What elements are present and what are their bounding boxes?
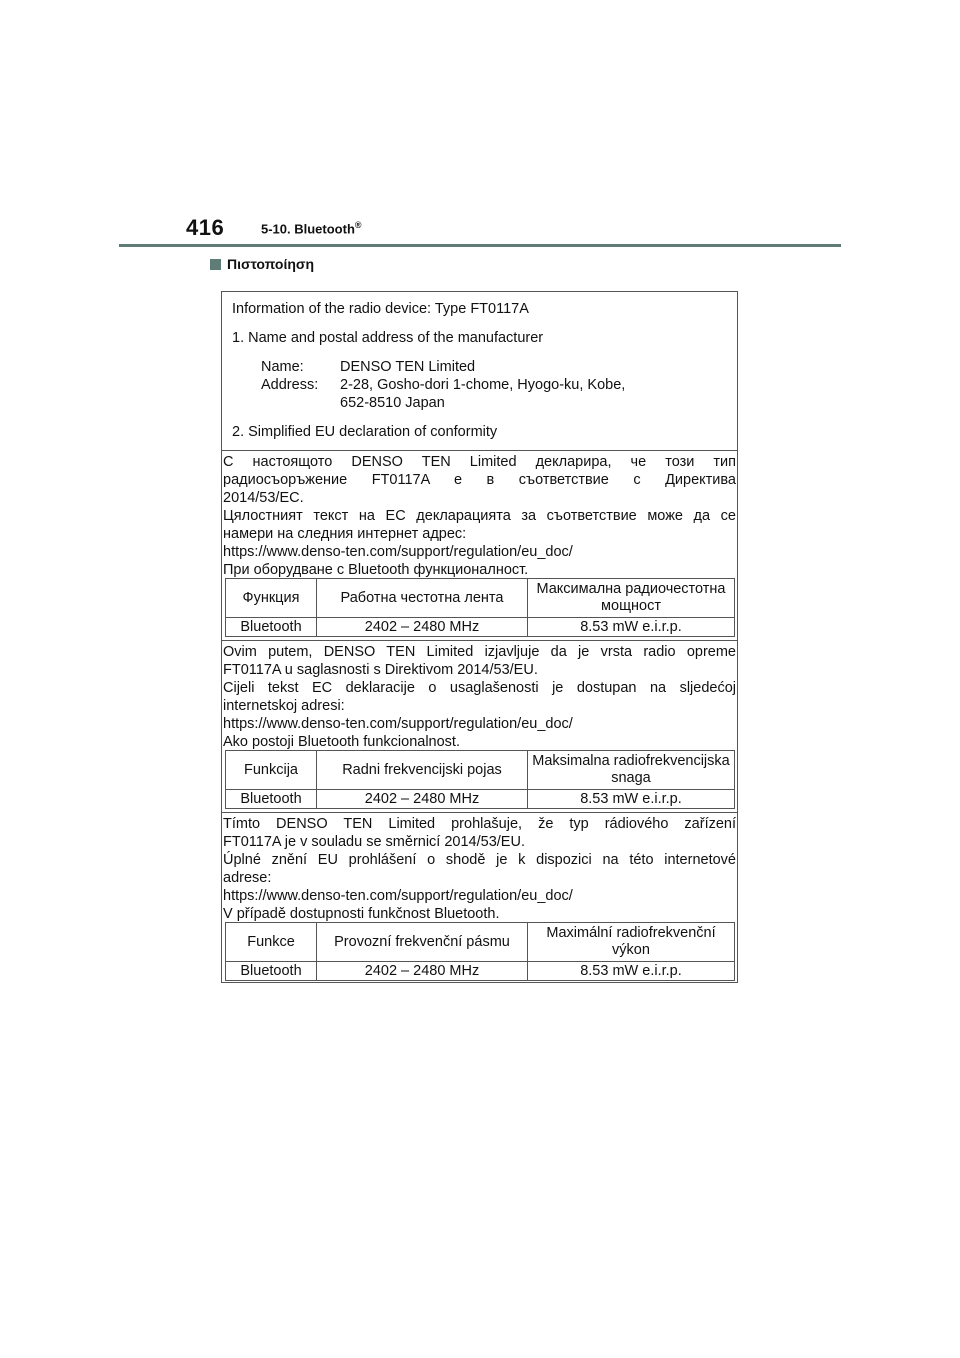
address-line-1: 2-28, Gosho-dori 1-chome, Hyogo-ku, Kobe, <box>340 377 626 393</box>
table-cell: Bluetooth <box>226 790 317 809</box>
header-cell: Функция <box>226 579 317 618</box>
fulltext-line-end: internetskoj adresi: <box>223 698 345 714</box>
table-cell: 2402 – 2480 MHz <box>317 790 528 809</box>
header-cell: Максимална радиочестотна мощност <box>528 579 735 618</box>
declaration-line-end: FT0117A u saglasnosti s Direktivom 2014/53/EU. <box>223 662 538 678</box>
fulltext-line: Úplné znění EU prohlášení o shodě je k dispozici na této internetové <box>223 852 736 868</box>
declaration-heading: 2. Simplified EU declaration of conformity <box>232 424 498 440</box>
declaration-line: Ovim putem, DENSO TEN Limited izjavljuje da je vrsta radio opreme <box>223 644 736 660</box>
section-title-text: 5-10. Bluetooth <box>261 221 355 237</box>
section-divider <box>222 640 737 641</box>
table-header-row <box>226 923 735 962</box>
certification-box <box>221 291 738 983</box>
section-czech <box>222 815 737 923</box>
declaration-line-end: 2014/53/ЕС. <box>223 490 304 506</box>
header-cell: Funkce <box>226 923 317 962</box>
header-cell: Radni frekvencijski pojas <box>317 751 528 790</box>
manufacturer-heading: 1. Name and postal address of the manufacturer <box>232 330 544 346</box>
table-header-row <box>226 751 735 790</box>
fulltext-line-end: намери на следния интернет адрес: <box>223 526 467 542</box>
header-cell: Funkcija <box>226 751 317 790</box>
table-cell: 2402 – 2480 MHz <box>317 962 528 981</box>
device-info-line: Information of the radio device: Type FT0117A <box>232 301 529 317</box>
section-croatian <box>222 643 737 751</box>
table-cell: 8.53 mW e.i.r.p. <box>528 790 735 809</box>
bluetooth-note: V případě dostupnosti funkčnost Bluetooth. <box>223 906 500 922</box>
square-bullet-icon <box>210 259 221 270</box>
table-cell: 2402 – 2480 MHz <box>317 618 528 637</box>
header-rule <box>119 244 841 247</box>
section-bulgarian <box>222 453 737 579</box>
address-line-2: 652-8510 Japan <box>340 395 445 411</box>
bluetooth-note: При оборудване с Bluetooth функционалност. <box>223 562 529 578</box>
fulltext-line-end: adrese: <box>223 870 272 886</box>
declaration-line: радиосъоръжение FT0117A е в съответствие с Директива <box>223 472 736 488</box>
table-row <box>226 790 735 809</box>
declaration-url: https://www.denso-ten.com/support/regulation/eu_doc/ <box>223 716 573 732</box>
section-divider <box>222 812 737 813</box>
section-title <box>261 220 362 236</box>
header-cell: Maximální radiofrekvenční výkon <box>528 923 735 962</box>
table-row <box>226 618 735 637</box>
bluetooth-note: Ako postoji Bluetooth funkcionalnost. <box>223 734 460 750</box>
subheading <box>210 256 314 272</box>
table-header-row <box>226 579 735 618</box>
fulltext-line: Cijeli tekst EC deklaracije o usaglašenosti je dostupan na sljedećoj <box>223 680 736 696</box>
header-cell: Работна честотна лента <box>317 579 528 618</box>
declaration-line: С настоящото DENSO TEN Limited декларира, че този тип <box>223 454 736 470</box>
header-cell: Provozní frekvenční pásmu <box>317 923 528 962</box>
declaration-url: https://www.denso-ten.com/support/regulation/eu_doc/ <box>223 888 573 904</box>
name-value: DENSO TEN Limited <box>340 359 476 375</box>
subheading-text: Πιστοποίηση <box>227 256 315 272</box>
registered-mark: ® <box>354 220 362 230</box>
table-cell: 8.53 mW e.i.r.p. <box>528 618 735 637</box>
address-label: Address: <box>261 377 319 393</box>
header-cell: Maksimalna radiofrekvencijska snaga <box>528 751 735 790</box>
fulltext-line: Цялостният текст на ЕС декларацията за съответствие може да се <box>223 508 736 524</box>
table-row <box>226 962 735 981</box>
table-cell: Bluetooth <box>226 618 317 637</box>
bluetooth-table-cs <box>225 922 735 981</box>
table-cell: Bluetooth <box>226 962 317 981</box>
name-label: Name: <box>261 359 304 375</box>
page-number: 416 <box>186 215 225 240</box>
bluetooth-table-hr <box>225 750 735 809</box>
declaration-line-end: FT0117A je v souladu se směrnicí 2014/53/EU. <box>223 834 525 850</box>
bluetooth-table-bg <box>225 578 735 637</box>
table-cell: 8.53 mW e.i.r.p. <box>528 962 735 981</box>
declaration-line: Tímto DENSO TEN Limited prohlašuje, že typ rádiového zařízení <box>223 816 736 832</box>
device-info <box>222 292 737 451</box>
declaration-url: https://www.denso-ten.com/support/regulation/eu_doc/ <box>223 544 573 560</box>
